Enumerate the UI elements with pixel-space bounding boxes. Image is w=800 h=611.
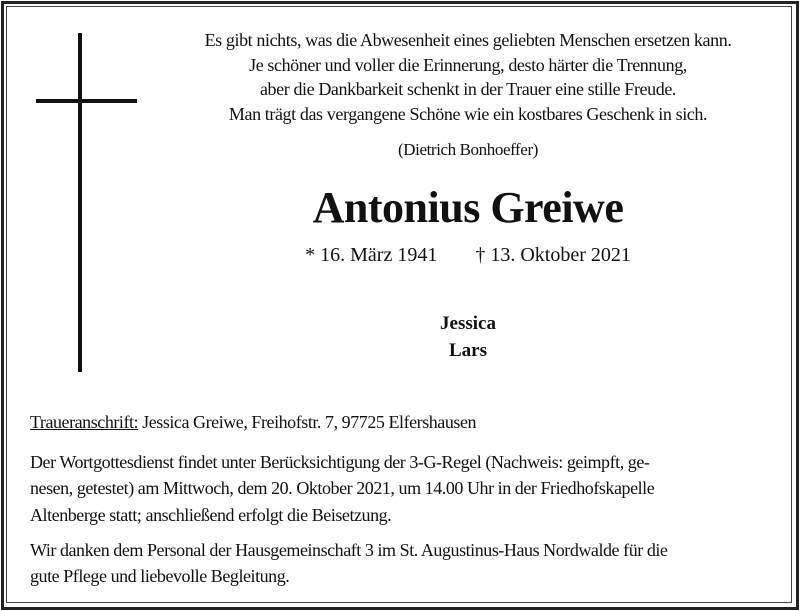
mourner-name: Lars <box>449 340 487 361</box>
header-block <box>160 0 776 380</box>
thanks-line: gute Pflege und liebevolle Begleitung. <box>30 566 290 586</box>
quote-line: Je schöner und voller die Erinnerung, desto härter die Trennung, <box>249 55 687 75</box>
quote-line: Es gibt nichts, was die Abwesenheit eines geliebten Menschen ersetzen kann. <box>204 30 732 50</box>
address-value: Jessica Greiwe, Freihofstr. 7, 97725 Elfershausen <box>142 412 477 432</box>
mourner-name: Jessica <box>440 313 496 334</box>
quote-line: aber die Dankbarkeit schenkt in der Trauer eine stille Freude. <box>259 79 677 99</box>
service-line: nesen, getestet) am Mittwoch, dem 20. Oktober 2021, um 14.00 Uhr in der Friedhofskapelle <box>30 478 655 498</box>
death-date: † 13. Oktober 2021 <box>475 244 631 266</box>
cross-horizontal-bar <box>36 99 137 103</box>
thanks-line: Wir danken dem Personal der Hausgemeinschaft 3 im St. Augustinus-Haus Nordwalde für die <box>30 540 668 560</box>
cross-vertical-bar <box>78 33 82 372</box>
quote-line: Man trägt das vergangene Schöne wie ein kostbares Geschenk in sich. <box>228 104 708 124</box>
quote-author: (Dietrich Bonhoeffer) <box>398 140 538 159</box>
deceased-name: Antonius Greiwe <box>312 183 624 232</box>
service-line: Der Wortgottesdienst findet unter Berücksichtigung der 3-G-Regel (Nachweis: geimpft, ge- <box>30 452 650 472</box>
address-label: Traueranschrift: <box>30 412 139 432</box>
mourning-address <box>30 412 476 433</box>
birth-date: * 16. März 1941 <box>305 244 438 266</box>
service-line: Altenberge statt; anschließend erfolgt die Beisetzung. <box>30 505 392 525</box>
